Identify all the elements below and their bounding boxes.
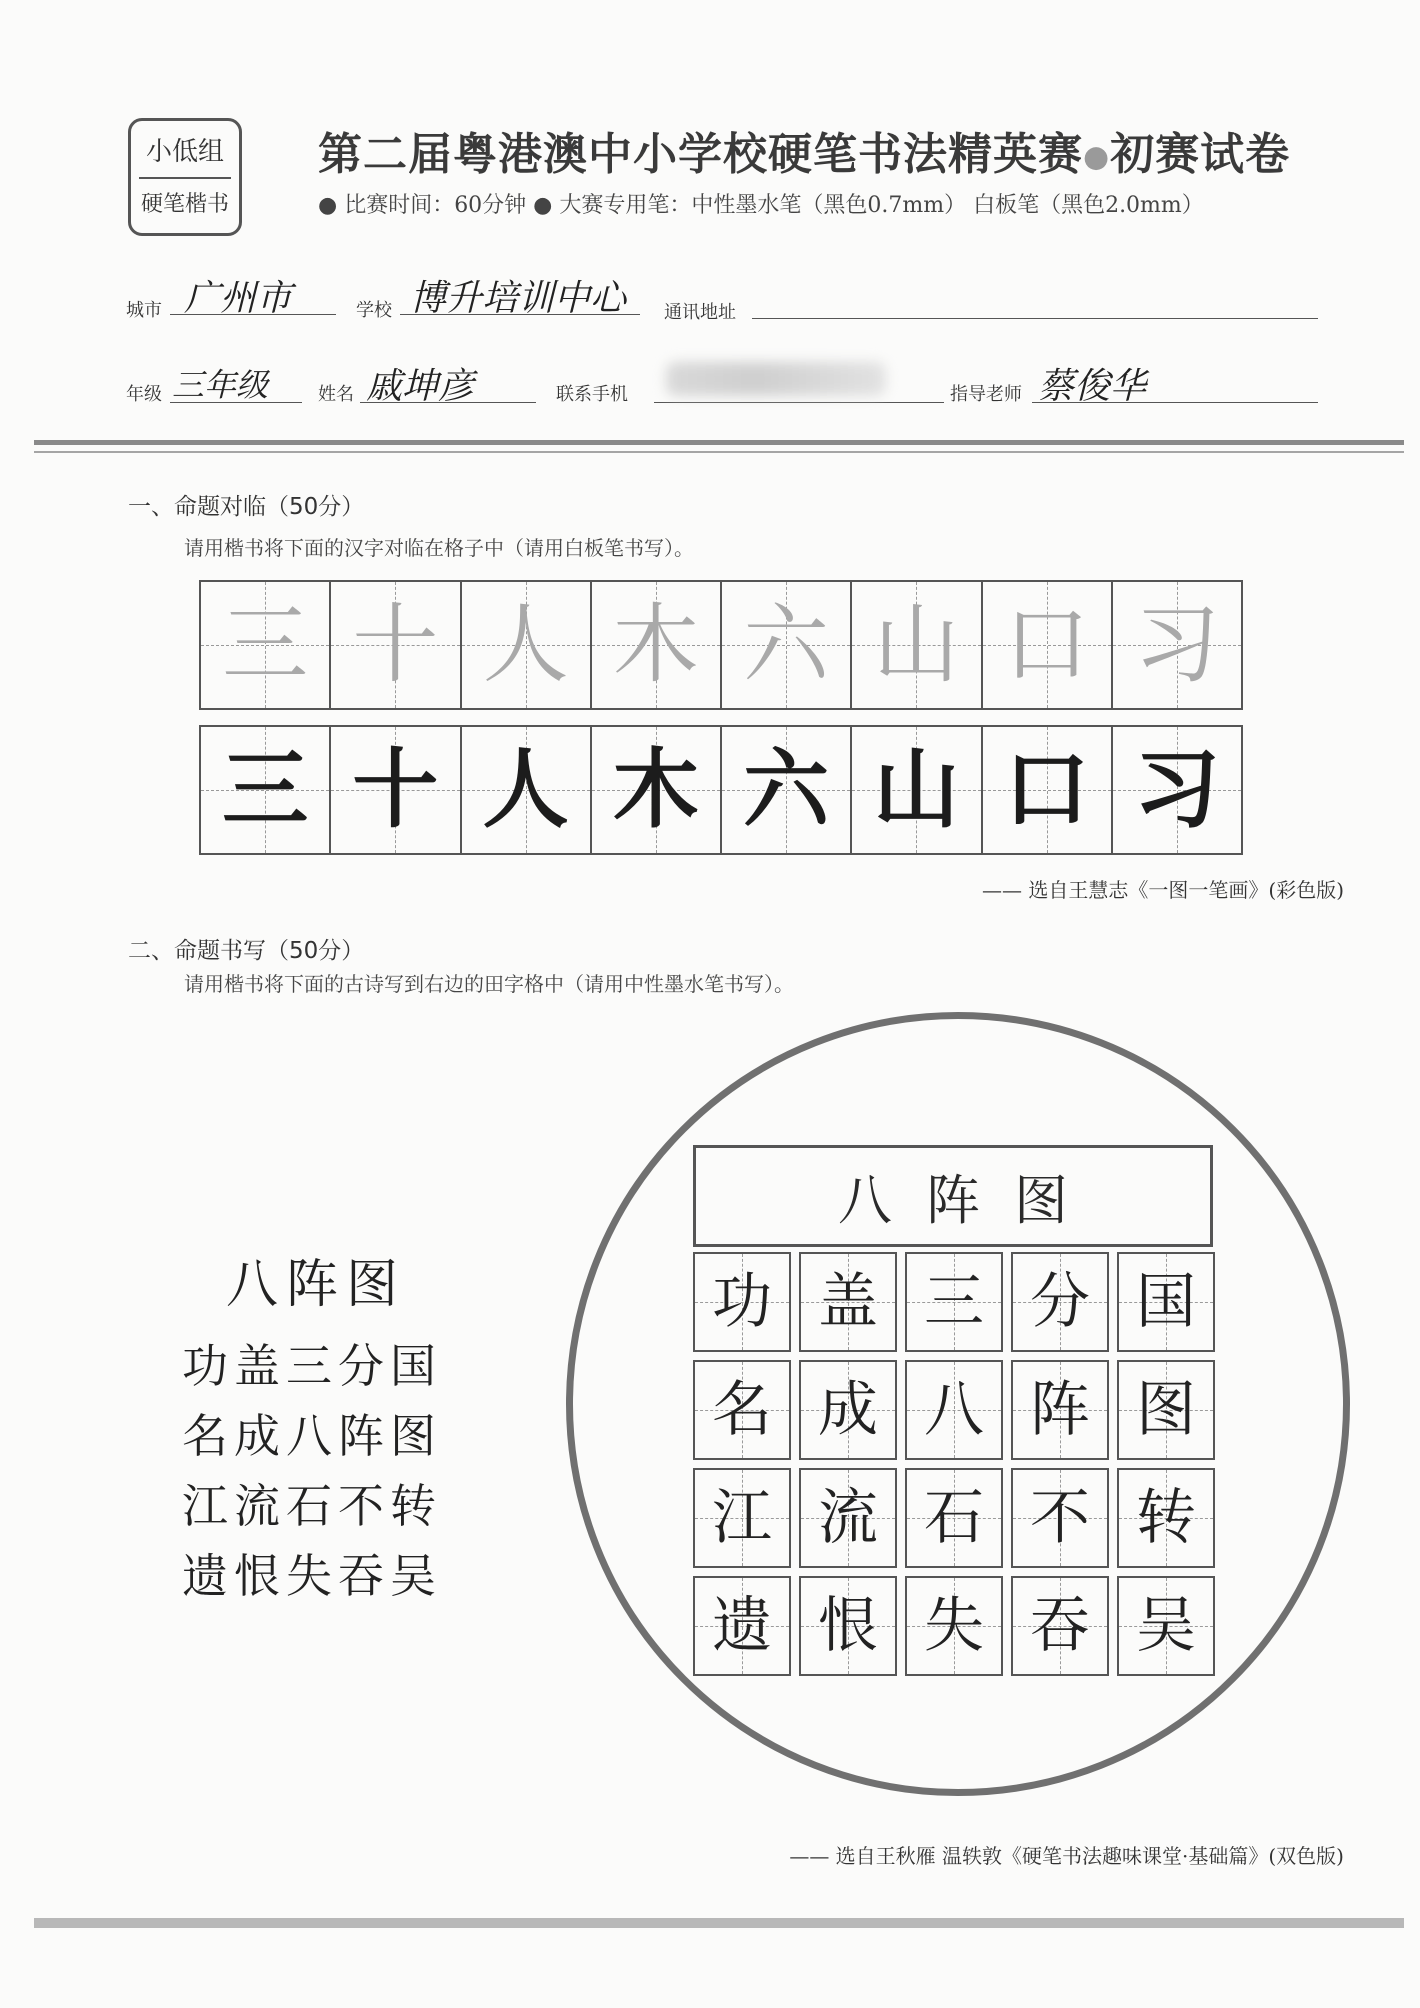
tianzige-cell[interactable] xyxy=(905,1360,1003,1460)
grade-label: 年级 xyxy=(126,384,162,405)
written-char: 名 xyxy=(712,1375,772,1445)
model-cell xyxy=(720,582,850,708)
school-label: 学校 xyxy=(356,300,392,321)
copy-cell[interactable] xyxy=(850,727,980,853)
written-title: 八阵图 xyxy=(838,1168,1102,1232)
written-char: 遗 xyxy=(712,1591,772,1661)
poem-line: 功盖三分国 xyxy=(182,1339,442,1393)
poem-line: 江流石不转 xyxy=(182,1479,442,1533)
model-char: 三 xyxy=(222,595,309,695)
name-label: 姓名 xyxy=(318,384,354,405)
model-char-grid xyxy=(199,580,1243,710)
tianzige-cell[interactable] xyxy=(905,1576,1003,1676)
copy-cell[interactable] xyxy=(460,727,590,853)
poem-line: 名成八阵图 xyxy=(182,1409,442,1463)
phone-label: 联系手机 xyxy=(556,384,628,405)
header-divider-thin xyxy=(34,451,1404,453)
model-char: 口 xyxy=(1003,595,1090,695)
model-cell xyxy=(590,582,720,708)
badge-group: 小低组 xyxy=(145,137,224,167)
model-char: 人 xyxy=(482,595,569,695)
page-subtitle: ● 比赛时间：60分钟 ● 大赛专用笔：中性墨水笔（黑色0.7mm） 白板笔（黑色2.0mm） xyxy=(318,193,1204,218)
tianzige-cell[interactable] xyxy=(799,1252,897,1352)
copy-cell[interactable] xyxy=(720,727,850,853)
copy-char: 习 xyxy=(1133,740,1220,840)
group-badge xyxy=(128,118,242,236)
tianzige-cell[interactable] xyxy=(905,1252,1003,1352)
tianzige-cell[interactable] xyxy=(693,1576,791,1676)
copy-cell[interactable] xyxy=(981,727,1111,853)
tianzige-cell[interactable] xyxy=(1117,1468,1215,1568)
name-value: 戚坤彦 xyxy=(366,366,475,407)
written-char: 吴 xyxy=(1136,1591,1196,1661)
title-main: 第二届粤港澳中小学校硬笔书法精英赛 xyxy=(318,129,1083,180)
school-field[interactable] xyxy=(400,270,640,319)
copy-cell[interactable] xyxy=(590,727,720,853)
title-suffix: 初赛试卷 xyxy=(1110,129,1291,180)
badge-divider xyxy=(139,177,231,179)
model-cell xyxy=(981,582,1111,708)
tianzige-cell[interactable] xyxy=(799,1576,897,1676)
copy-cell[interactable] xyxy=(1111,727,1241,853)
written-char: 八 xyxy=(924,1375,984,1445)
name-field[interactable] xyxy=(360,358,536,407)
address-label: 通讯地址 xyxy=(664,302,736,323)
copy-char: 六 xyxy=(743,740,830,840)
section2-title: 二、命题书写（50分） xyxy=(128,938,365,964)
tianzige-cell[interactable] xyxy=(1011,1360,1109,1460)
tianzige-cell[interactable] xyxy=(799,1468,897,1568)
poem-line: 遗恨失吞吴 xyxy=(182,1549,442,1603)
tianzige-cell[interactable] xyxy=(799,1360,897,1460)
address-field[interactable] xyxy=(752,280,1318,319)
written-char: 吞 xyxy=(1030,1591,1090,1661)
city-label: 城市 xyxy=(126,300,162,321)
city-field[interactable] xyxy=(170,270,336,319)
written-char: 分 xyxy=(1030,1267,1090,1337)
written-char: 转 xyxy=(1136,1483,1196,1553)
model-cell xyxy=(329,582,459,708)
copy-char: 山 xyxy=(873,740,960,840)
model-char: 山 xyxy=(873,595,960,695)
copy-char: 人 xyxy=(482,740,569,840)
title-separator-icon: ● xyxy=(1083,139,1111,175)
page-title xyxy=(318,118,1290,182)
model-cell xyxy=(850,582,980,708)
tianzige-cell[interactable] xyxy=(1011,1468,1109,1568)
written-char: 成 xyxy=(818,1375,878,1445)
written-char: 功 xyxy=(712,1267,772,1337)
written-char: 三 xyxy=(924,1267,984,1337)
grade-value: 三年级 xyxy=(172,366,269,404)
copy-char: 木 xyxy=(612,740,699,840)
model-cell xyxy=(1111,582,1241,708)
tianzige-cell[interactable] xyxy=(905,1468,1003,1568)
grade-field[interactable] xyxy=(170,358,302,403)
phone-field[interactable] xyxy=(654,358,944,403)
tianzige-cell[interactable] xyxy=(693,1252,791,1352)
written-char: 图 xyxy=(1136,1375,1196,1445)
written-char: 流 xyxy=(818,1483,878,1553)
badge-category: 硬笔楷书 xyxy=(140,192,229,217)
poem-title: 八阵图 xyxy=(226,1255,407,1315)
written-char: 恨 xyxy=(818,1591,878,1661)
footer-divider xyxy=(34,1918,1404,1928)
copy-char-grid xyxy=(199,725,1243,855)
model-cell xyxy=(460,582,590,708)
copy-char: 口 xyxy=(1003,740,1090,840)
tianzige-grid xyxy=(693,1252,1213,1676)
written-char: 盖 xyxy=(818,1267,878,1337)
written-char: 石 xyxy=(924,1483,984,1553)
tianzige-cell[interactable] xyxy=(1117,1576,1215,1676)
tianzige-cell[interactable] xyxy=(1117,1360,1215,1460)
model-char: 六 xyxy=(743,595,830,695)
section1-source: —— 选自王慧志《一图一笔画》(彩色版) xyxy=(982,878,1344,902)
header-divider xyxy=(34,440,1404,445)
phone-redacted xyxy=(666,362,886,396)
written-char: 江 xyxy=(712,1483,772,1553)
written-char: 不 xyxy=(1030,1483,1090,1553)
model-char: 十 xyxy=(352,595,439,695)
copy-char: 三 xyxy=(222,740,309,840)
copy-cell[interactable] xyxy=(329,727,459,853)
model-char: 木 xyxy=(612,595,699,695)
written-char: 阵 xyxy=(1030,1375,1090,1445)
tianzige-cell[interactable] xyxy=(693,1468,791,1568)
section1-title: 一、命题对临（50分） xyxy=(128,494,365,520)
teacher-field[interactable] xyxy=(1032,358,1318,407)
tianzige-cell[interactable] xyxy=(1011,1252,1109,1352)
written-char: 失 xyxy=(924,1591,984,1661)
section2-instruction: 请用楷书将下面的古诗写到右边的田字格中（请用中性墨水笔书写）。 xyxy=(184,972,794,996)
section1-instruction: 请用楷书将下面的汉字对临在格子中（请用白板笔书写）。 xyxy=(184,536,694,560)
tianzige-cell[interactable] xyxy=(1117,1252,1215,1352)
copy-cell[interactable] xyxy=(201,727,329,853)
written-title-box[interactable] xyxy=(693,1145,1213,1247)
model-char: 习 xyxy=(1133,595,1220,695)
tianzige-cell[interactable] xyxy=(1011,1576,1109,1676)
city-value: 广州市 xyxy=(184,278,293,319)
model-cell xyxy=(201,582,329,708)
tianzige-cell[interactable] xyxy=(693,1360,791,1460)
teacher-value: 蔡俊华 xyxy=(1038,366,1147,407)
teacher-label: 指导老师 xyxy=(950,384,1022,405)
section2-source: —— 选自王秋雁 温轶敦《硬笔书法趣味课堂·基础篇》(双色版) xyxy=(789,1844,1344,1868)
copy-char: 十 xyxy=(352,740,439,840)
written-char: 国 xyxy=(1136,1267,1196,1337)
school-value: 博升培训中心 xyxy=(410,278,627,319)
